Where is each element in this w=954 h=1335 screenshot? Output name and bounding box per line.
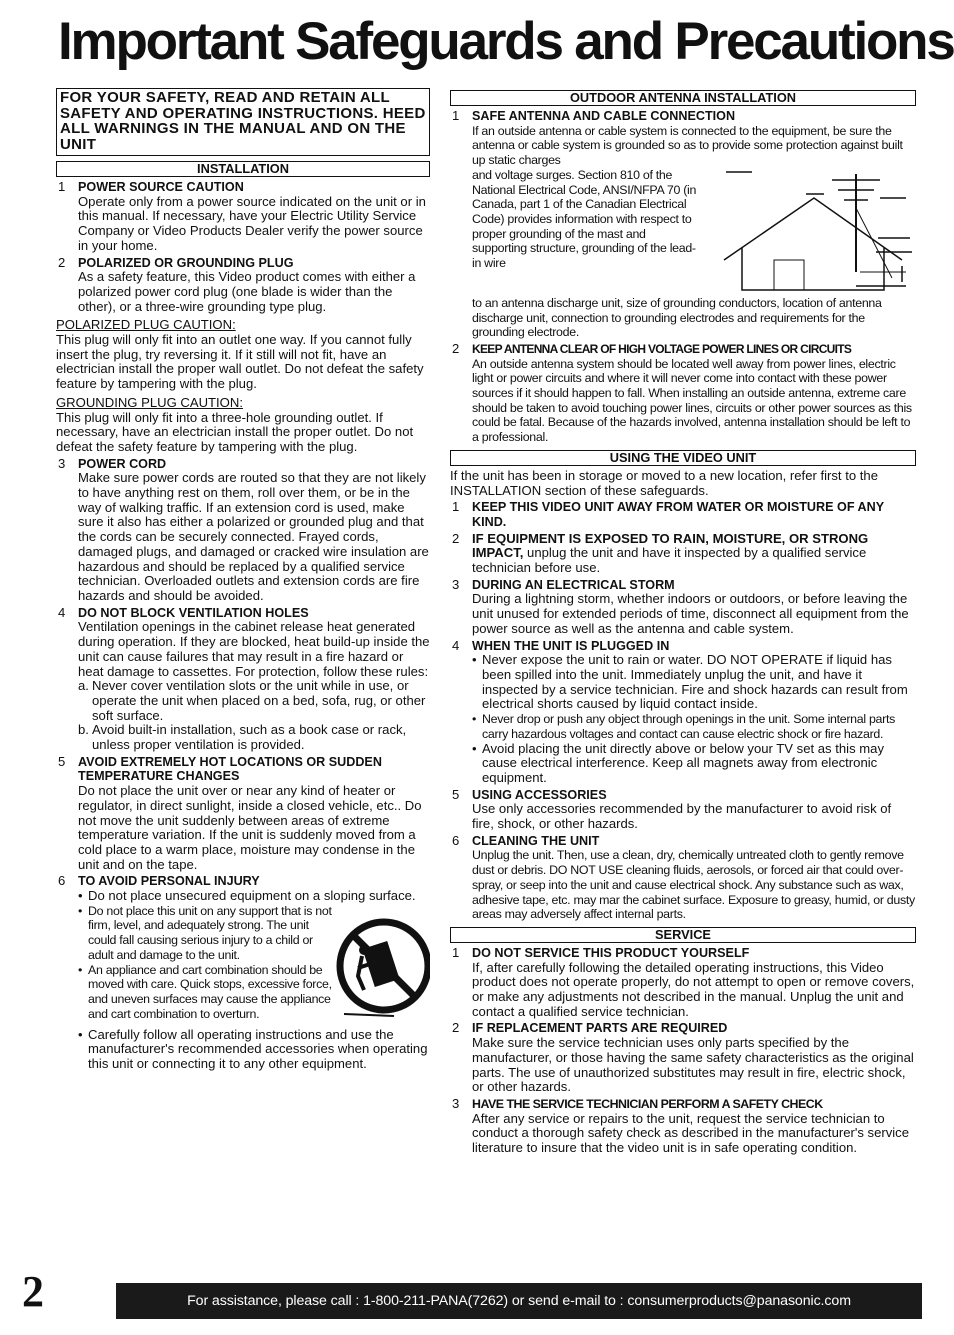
grounding-caution-text: This plug will only fit into a three-hole grounding outlet. If necessary, have an electrician install the proper outlet. Do not defeat the safety feature by tampering with the plug. [56, 409, 414, 454]
left-column [56, 88, 430, 1072]
using-item-3 [450, 578, 916, 637]
service-item-1 [450, 946, 916, 1020]
item-title: DO NOT BLOCK VENTILATION HOLES [78, 605, 309, 620]
service-item-3 [450, 1097, 916, 1156]
safety-notice: FOR YOUR SAFETY, READ AND RETAIN ALL SAFETY AND OPERATING INSTRUCTIONS. HEED ALL WARNINGS IN THE MANUAL AND ON THE UNIT [56, 88, 430, 156]
item-title: KEEP ANTENNA CLEAR OF HIGH VOLTAGE POWER LINES OR CIRCUITS [472, 341, 852, 356]
grounding-caution-title: GROUNDING PLUG CAUTION: [56, 394, 243, 410]
item-number: 4 [452, 637, 460, 653]
polarized-caution-title: POLARIZED PLUG CAUTION: [56, 317, 236, 333]
bullet-item: • Do not place unsecured equipment on a sloping surface. [78, 889, 430, 904]
antenna-item-2 [450, 342, 916, 445]
item-title: POWER SOURCE CAUTION [78, 180, 244, 194]
installation-header: INSTALLATION [56, 161, 430, 177]
item-number: 2 [452, 340, 460, 356]
sub-item-a [78, 679, 430, 723]
item-number: 1 [452, 499, 460, 515]
item-title: SAFE ANTENNA AND CABLE CONNECTION [472, 109, 736, 123]
item-title: POWER CORD [78, 456, 167, 471]
installation-item-6 [56, 874, 430, 1072]
item-title: HAVE THE SERVICE TECHNICIAN PERFORM A SAFETY CHECK [472, 1096, 823, 1111]
item-number: 3 [452, 576, 460, 592]
item-text: to an antenna discharge unit, size of grounding conductors, location of antenna discharge unit, connection to grounding electrodes and requirements for the grounding electrode. [472, 295, 882, 340]
installation-item-2 [56, 256, 430, 315]
item-title: CLEANING THE UNIT [472, 833, 600, 848]
right-column [450, 88, 916, 1156]
item-text: As a safety feature, this Video product comes with either a polarized power cord plug (one blade is wider than the other), or a three-wire grounding type plug. [78, 269, 416, 314]
page-number: 2 [22, 1267, 44, 1316]
bullet-item: • Avoid placing the unit directly above or below your TV set as this may cause electrical interference. Keep all magnets away from electronic equipment. [472, 742, 916, 786]
item-text: Use only accessories recommended by the manufacturer to avoid risk of fire, shock, or other hazards. [472, 801, 892, 832]
item-title: DO NOT SERVICE THIS PRODUCT YOURSELF [472, 945, 750, 960]
item-title: IF REPLACEMENT PARTS ARE REQUIRED [472, 1021, 728, 1036]
item-text: If an outside antenna or cable system is connected to the equipment, be sure the antenna or cable system is grounded so as to provide some protection against built up static charges [472, 123, 903, 168]
service-header: SERVICE [450, 927, 916, 943]
item-number: 2 [452, 1020, 460, 1036]
antenna-diagram-wrap [472, 168, 916, 296]
antenna-grounding-diagram [706, 168, 916, 296]
page-title: Important Safeguards and Precautions [58, 12, 954, 71]
item-number: 5 [58, 753, 66, 769]
using-item-5 [450, 788, 916, 832]
polarized-caution-text: This plug will only fit into an outlet one way. If you cannot fully insert the plug, try reversing it. If it still will not fit, have an electrician install the proper wall outlet. Do not defeat the safety feature by tampering with the plug. [56, 332, 424, 392]
item-number: 4 [58, 604, 66, 620]
bullet-item: • Never expose the unit to rain or water. DO NOT OPERATE if liquid has been spilled into the unit. Immediately unplug the unit, and have it inspected by a service technician. Fire and shock hazards can result from electrical shorts caused by liquid contact inside. [472, 653, 916, 712]
footer-assistance-bar: For assistance, please call : 1-800-211-PANA(7262) or send e-mail to : consumerproducts@panasonic.com [116, 1283, 922, 1319]
item-title: AVOID EXTREMELY HOT LOCATIONS OR SUDDEN TEMPERATURE CHANGES [78, 754, 382, 784]
antenna-item-1 [450, 109, 916, 340]
item-text: Operate only from a power source indicated on the unit or in this manual. If necessary, have your Electric Utility Service Company or Video Products Dealer verify the power source in your home. [78, 193, 426, 253]
using-item-4 [450, 639, 916, 786]
sub-marker: a. [78, 678, 89, 694]
item-title: POLARIZED OR GROUNDING PLUG [78, 255, 294, 270]
item-text: unplug the unit and have it inspected by a qualified service technician before use. [472, 545, 867, 576]
using-item-2 [450, 532, 916, 576]
item-title: DURING AN ELECTRICAL STORM [472, 577, 675, 592]
sub-item-b [78, 723, 430, 752]
item-text: Ventilation openings in the cabinet release heat generated during operation. If they are blocked, heat build-up inside the unit can cause failures that may result in a fire hazard or heat damage to cassettes. For protection, follow these rules: [78, 619, 430, 679]
bullet-item: • An appliance and cart combination should be moved with care. Quick stops, excessive force, and uneven surfaces may cause the appliance and cart combination to overturn. [78, 963, 430, 1022]
item-text: If, after carefully following the detailed operating instructions, this Video product does not operate properly, do not attempt to open or remove covers, or make any adjustments not described in the manual. Unplug the unit and contact a qualified service technician. [472, 959, 915, 1019]
item-text: Make sure the service technician uses only parts specified by the manufacturer, or those having the same safety characteristics as the original parts. The use of unauthorized substitutes may result in fire, electric shock, or other hazards. [472, 1035, 914, 1095]
item-title: USING ACCESSORIES [472, 787, 607, 802]
item-number: 1 [58, 179, 66, 194]
item-title: KEEP THIS VIDEO UNIT AWAY FROM WATER OR MOISTURE OF ANY KIND. [472, 500, 884, 529]
item-number: 6 [58, 873, 66, 889]
installation-item-5 [56, 755, 430, 873]
bullet-item: • Never drop or push any object through openings in the unit. Some internal parts carry hazardous voltages and contact can cause electric shock or fire hazard. [472, 712, 916, 741]
item-text: Make sure power cords are routed so that they are not likely to have anything rest on them, roll over them, or be in the way of walking traffic. If an extension cord is used, make sure it also has either a polarized or grounded plug and that the cords can be securely connected. Frayed cords, damaged plugs, and damaged or cracked wire insulation are hazardous and should be replaced by a qualified service technician. Overloaded outlets and extension cords are fire hazards and should be avoided. [78, 470, 429, 603]
item-title: IF EQUIPMENT IS EXPOSED TO RAIN, MOISTURE, OR STRONG IMPACT, [472, 530, 869, 561]
bullet-item: • Do not place this unit on any support that is not firm, level, and adequately strong. The unit could fall causing serious injury to a child or adult and damage to the unit. [78, 904, 430, 963]
sub-text: Never cover ventilation slots or the unit while in use, or operate the unit when placed on a bed, sofa, rug, or other soft surface. [92, 678, 426, 723]
item-number: 3 [58, 455, 66, 471]
item-number: 6 [452, 832, 460, 848]
item-title: TO AVOID PERSONAL INJURY [78, 874, 260, 889]
item-text: and voltage surges. Section 810 of the National Electrical Code, ANSI/NFPA 70 (in Canada, part 1 of the Canadian Electrical Code) provides information with respect to proper grounding of the mast and supporting structure, grounding of the lead-in wire [472, 167, 697, 271]
sub-marker: b. [78, 722, 89, 738]
item-number: 2 [58, 254, 66, 270]
sub-text: Avoid built-in installation, such as a book case or rack, unless proper ventilation is provided. [92, 722, 407, 753]
item-title: WHEN THE UNIT IS PLUGGED IN [472, 638, 670, 653]
item-number: 1 [452, 108, 460, 123]
outdoor-antenna-header: OUTDOOR ANTENNA INSTALLATION [450, 90, 916, 106]
item-number: 2 [452, 530, 460, 546]
using-item-6 [450, 834, 916, 922]
item-text: An outside antenna system should be located well away from power lines, electric light or power circuits and where it will never come into contact with these power sources if it should happen to fall. When installing an outside antenna, extreme care should be taken to avoid touching power lines, circuits or other power sources as this could be fatal. Because of the hazards involved, antenna installation should be left to a professional. [472, 356, 912, 445]
item-number: 1 [452, 944, 460, 960]
item-text: Do not place the unit over or near any kind of heater or regulator, in direct sunlight, inside a closed vehicle, etc.. Do not move the unit suddenly between areas of extreme temperature variation. If the unit is suddenly moved from a cold place to a warm place, moisture may condense in the unit and on the tape. [78, 783, 422, 872]
installation-item-3 [56, 457, 430, 604]
item-text: During a lightning storm, whether indoors or outdoors, or before leaving the unit unused for extended periods of time, disconnect all equipment from the power source as well as the antenna and cable system. [472, 591, 909, 636]
service-item-2 [450, 1021, 916, 1095]
item-text: Unplug the unit. Then, use a clean, dry, chemically untreated cloth to gently remove dust or debris. DO NOT USE cleaning fluids, aerosols, or forced air that could over-spray, or seep into the unit and cause electrical shock. Any substance such as wax, adhesive tape, etc. may mar the cabinet surface. Exposure to greasy, humid, or dusty areas may adversely affect internal parts. [472, 848, 915, 922]
using-video-unit-header: USING THE VIDEO UNIT [450, 450, 916, 466]
item-number: 5 [452, 786, 460, 802]
using-intro-text: If the unit has been in storage or moved to a new location, refer first to the INSTALLATION section of these safeguards. [450, 467, 878, 498]
bullet-item: • Carefully follow all operating instructions and use the manufacturer's recommended accessories when operating this unit or connecting it to any other equipment. [78, 1028, 430, 1072]
using-item-1 [450, 500, 916, 529]
item-number: 3 [452, 1095, 460, 1111]
installation-item-4 [56, 606, 430, 753]
item-text: After any service or repairs to the unit, request the service technician to conduct a thorough safety check as described in the manufacturer's service literature to insure that the video unit is in safe operating condition. [472, 1110, 910, 1156]
installation-item-1 [56, 180, 430, 254]
